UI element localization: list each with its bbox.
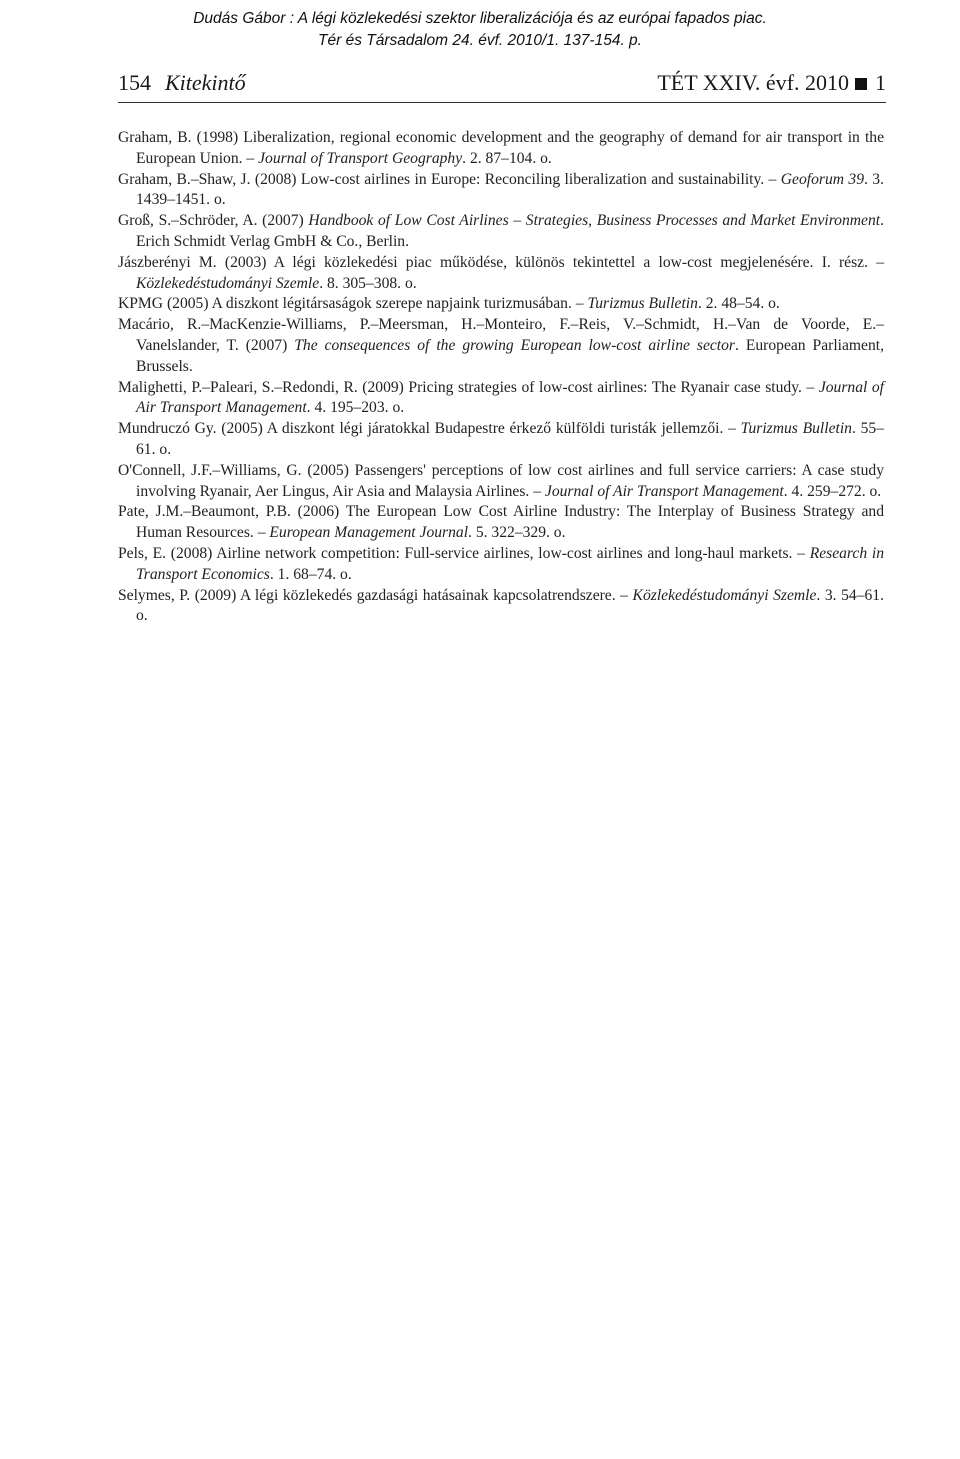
section-title: Kitekintő [165, 70, 246, 95]
citation-header [0, 8, 960, 52]
reference-item: Pels, E. (2008) Airline network competition: Full-service airlines, low-cost airlines and long-haul markets. – Research in Transport Economics. 1. 68–74. o. [118, 544, 884, 583]
reference-item: Selymes, P. (2009) A légi közlekedés gazdasági hatásainak kapcsolatrendszere. – Közlekedéstudományi Szemle. 3. 54–61. o. [118, 586, 884, 625]
reference-item: KPMG (2005) A diszkont légitársaságok szerepe napjaink turizmusában. – Turizmus Bulletin. 2. 48–54. o. [118, 295, 780, 313]
issue-number: 1 [875, 70, 886, 95]
journal-label: TÉT XXIV. évf. 2010 [657, 70, 849, 95]
reference-item: Macário, R.–MacKenzie-Williams, P.–Meersman, H.–Monteiro, F.–Reis, V.–Schmidt, H.–Van de Voorde, E.–Vanelslander, T. (2007) The consequences of the growing European low-cost airline sector. European Parliament, Brussels. [118, 316, 884, 375]
reference-item: Groß, S.–Schröder, A. (2007) Handbook of Low Cost Airlines – Strategies, Business Processes and Market Environment. Erich Schmidt Verlag GmbH & Co., Berlin. [118, 212, 884, 250]
running-head-left [118, 70, 246, 96]
reference-item: Mundruczó Gy. (2005) A diszkont légi járatokkal Budapestre érkező külföldi turisták jellemzői. – Turizmus Bulletin. 55–61. o. [118, 420, 884, 458]
reference-item: Malighetti, P.–Paleari, S.–Redondi, R. (2009) Pricing strategies of low-cost airlines: The Ryanair case study. – Journal of Air Transport Management. 4. 195–203. o. [118, 378, 885, 417]
reference-item: Jászberényi M. (2003) A légi közlekedési piac működése, különös tekintettel a low-cost megjelenésére. I. rész. – Közlekedéstudományi Szemle. 8. 305–308. o. [118, 253, 884, 292]
citation-line-2: Tér és Társadalom 24. évf. 2010/1. 137-154. p. [318, 32, 642, 49]
page-number: 154 [118, 70, 151, 95]
reference-item: Graham, B. (1998) Liberalization, regional economic development and the geography of demand for air transport in the European Union. – Journal of Transport Geography. 2. 87–104. o. [118, 129, 884, 167]
square-bullet-icon [855, 78, 867, 90]
reference-item: O'Connell, J.F.–Williams, G. (2005) Passengers' perceptions of low cost airlines and full service carriers: A case study involving Ryanair, Aer Lingus, Air Asia and Malaysia Airlines. – Journal of Air Transport Management. 4. 259–272. o. [118, 461, 884, 500]
reference-item: Graham, B.–Shaw, J. (2008) Low-cost airlines in Europe: Reconciling liberalization and sustainability. – Geoforum 39. 3. 1439–1451. o. [118, 170, 884, 209]
reference-list [118, 128, 884, 627]
running-head [118, 68, 886, 103]
running-head-right [657, 70, 886, 96]
citation-line-1: Dudás Gábor : A légi közlekedési szektor liberalizációja és az európai fapados piac. [193, 10, 767, 27]
reference-item: Pate, J.M.–Beaumont, P.B. (2006) The European Low Cost Airline Industry: The Interplay of Business Strategy and Human Resources. – European Management Journal. 5. 322–329. o. [118, 503, 884, 542]
